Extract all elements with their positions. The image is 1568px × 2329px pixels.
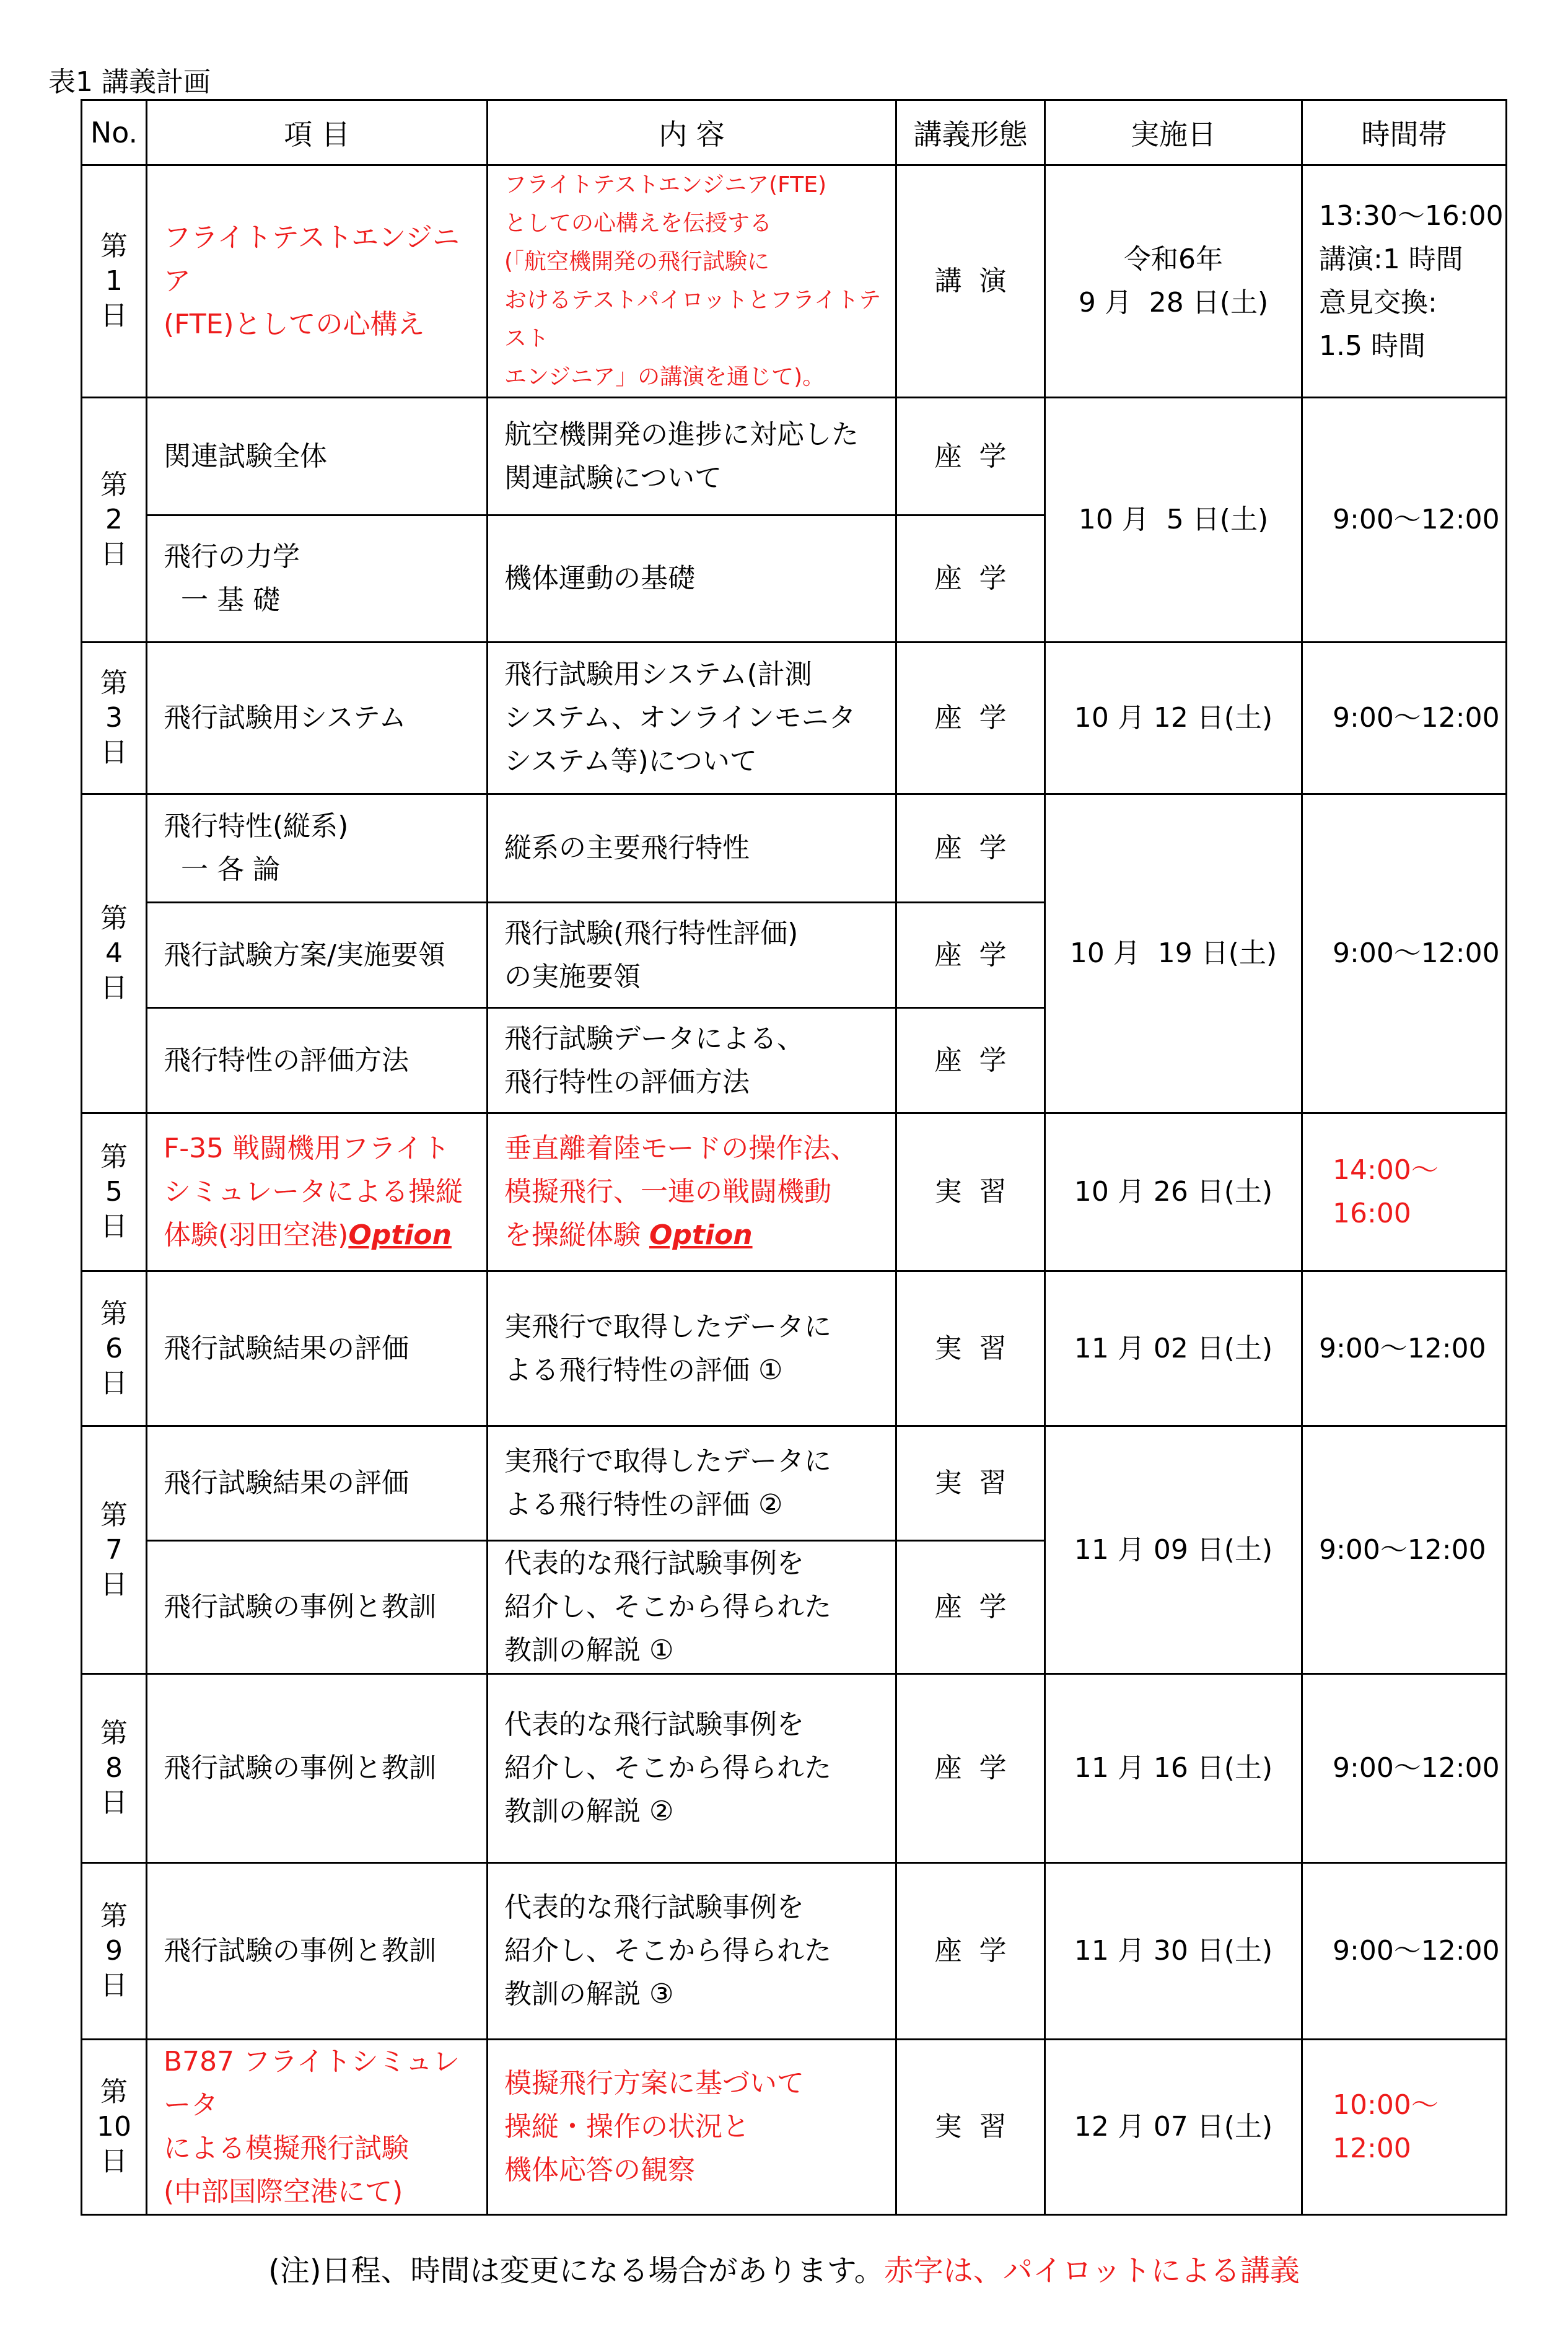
- item-cell: B787 フライトシミュレータ による模擬飛行試験 (中部国際空港にて): [147, 2040, 488, 2215]
- form-cell: 座学: [896, 1863, 1045, 2040]
- content-cell: 縦系の主要飛行特性: [488, 794, 896, 903]
- table-row: [82, 165, 1507, 398]
- content-cell: 実飛行で取得したデータに よる飛行特性の評価 ②: [488, 1426, 896, 1541]
- time-cell: 9:00〜12:00: [1302, 794, 1507, 1113]
- option-tag: Option: [348, 1219, 452, 1251]
- date-cell: 11 月 09 日(土): [1045, 1426, 1302, 1674]
- form-cell: 座学: [896, 1541, 1045, 1674]
- table-row: [82, 1426, 1507, 1541]
- day-cell: 第 2 日: [82, 398, 147, 643]
- day-cell: 第 4 日: [82, 794, 147, 1113]
- form-cell: 座学: [896, 1008, 1045, 1113]
- day-cell: 第 3 日: [82, 643, 147, 794]
- form-cell: 実習: [896, 1426, 1045, 1541]
- header-date: 実施日: [1045, 100, 1302, 165]
- day-cell: 第 10 日: [82, 2040, 147, 2215]
- item-cell: 飛行特性の評価方法: [147, 1008, 488, 1113]
- header-time: 時間帯: [1302, 100, 1507, 165]
- table-row: [82, 2040, 1507, 2215]
- form-cell: 座学: [896, 515, 1045, 643]
- footnote-red: 赤字は、パイロットによる講義: [883, 2253, 1300, 2288]
- day-cell: 第 1 日: [82, 165, 147, 398]
- header-content: 内 容: [488, 100, 896, 165]
- table-row: [82, 398, 1507, 515]
- content-cell: 代表的な飛行試験事例を 紹介し、そこから得られた 教訓の解説 ①: [488, 1541, 896, 1674]
- date-cell: 10 月 12 日(土): [1045, 643, 1302, 794]
- content-cell: 飛行試験用システム(計測 システム、オンラインモニタ システム等)について: [488, 643, 896, 794]
- time-cell: 9:00〜12:00: [1302, 1674, 1507, 1863]
- item-cell: 飛行試験結果の評価: [147, 1271, 488, 1426]
- form-cell: 実習: [896, 1113, 1045, 1271]
- item-cell: 飛行の力学 一 基 礎: [147, 515, 488, 643]
- content-text: 垂直離着陸モードの操作法、 模擬飛行、一連の戦闘機動 を操縦体験: [504, 1133, 858, 1251]
- time-cell: 9:00〜12:00: [1302, 643, 1507, 794]
- time-cell: 9:00〜12:00: [1302, 1426, 1507, 1674]
- date-cell: 11 月 16 日(土): [1045, 1674, 1302, 1863]
- time-cell: 13:30〜16:00 講演:1 時間 意見交換: 1.5 時間: [1302, 165, 1507, 398]
- content-cell: 飛行試験データによる、 飛行特性の評価方法: [488, 1008, 896, 1113]
- form-cell: 座学: [896, 1674, 1045, 1863]
- item-cell: 飛行試験用システム: [147, 643, 488, 794]
- content-cell: フライトテストエンジニア(FTE) としての心構えを伝授する (「航空機開発の飛行試験に おけるテストパイロットとフライトテスト エンジニア」の講演を通じて)。: [488, 165, 896, 398]
- header-row: [82, 100, 1507, 165]
- day-cell: 第 5 日: [82, 1113, 147, 1271]
- form-cell: 座学: [896, 794, 1045, 903]
- date-cell: 11 月 30 日(土): [1045, 1863, 1302, 2040]
- table-row: [82, 1271, 1507, 1426]
- header-item: 項 目: [147, 100, 488, 165]
- item-cell: 飛行試験の事例と教訓: [147, 1541, 488, 1674]
- time-cell: 14:00〜16:00: [1302, 1113, 1507, 1271]
- form-cell: 座学: [896, 903, 1045, 1008]
- time-cell: 10:00〜12:00: [1302, 2040, 1507, 2215]
- date-cell: 10 月 19 日(土): [1045, 794, 1302, 1113]
- date-cell: 12 月 07 日(土): [1045, 2040, 1302, 2215]
- date-cell: 11 月 02 日(土): [1045, 1271, 1302, 1426]
- date-cell: 10 月 26 日(土): [1045, 1113, 1302, 1271]
- day-cell: 第 9 日: [82, 1863, 147, 2040]
- date-cell: 10 月 5 日(土): [1045, 398, 1302, 643]
- day-cell: 第 6 日: [82, 1271, 147, 1426]
- time-cell: 9:00〜12:00: [1302, 1863, 1507, 2040]
- item-cell: 飛行特性(縦系) 一 各 論: [147, 794, 488, 903]
- form-cell: 座学: [896, 643, 1045, 794]
- content-cell: 代表的な飛行試験事例を 紹介し、そこから得られた 教訓の解説 ②: [488, 1674, 896, 1863]
- table-row: [82, 794, 1507, 903]
- item-cell: 飛行試験方案/実施要領: [147, 903, 488, 1008]
- content-cell: 実飛行で取得したデータに よる飛行特性の評価 ①: [488, 1271, 896, 1426]
- footnote: [0, 2247, 1568, 2289]
- form-cell: 実習: [896, 1271, 1045, 1426]
- date-cell: 令和6年 9 月 28 日(土): [1045, 165, 1302, 398]
- content-cell: [488, 1113, 896, 1271]
- content-cell: 代表的な飛行試験事例を 紹介し、そこから得られた 教訓の解説 ③: [488, 1863, 896, 2040]
- content-cell: 模擬飛行方案に基づいて 操縦・操作の状況と 機体応答の観察: [488, 2040, 896, 2215]
- item-cell: 飛行試験の事例と教訓: [147, 1863, 488, 2040]
- form-cell: 座学: [896, 398, 1045, 515]
- item-cell: 飛行試験の事例と教訓: [147, 1674, 488, 1863]
- item-cell: 飛行試験結果の評価: [147, 1426, 488, 1541]
- item-text: F-35 戦闘機用フライト シミュレータによる操縦 体験(羽田空港): [164, 1133, 463, 1251]
- option-tag: Option: [649, 1219, 753, 1251]
- content-cell: 飛行試験(飛行特性評価) の実施要領: [488, 903, 896, 1008]
- item-cell: フライトテストエンジニア (FTE)としての心構え: [147, 165, 488, 398]
- day-cell: 第 7 日: [82, 1426, 147, 1674]
- footnote-black: (注)日程、時間は変更になる場合があります。: [268, 2253, 884, 2288]
- form-cell: 実習: [896, 2040, 1045, 2215]
- day-cell: 第 8 日: [82, 1674, 147, 1863]
- table-row: [82, 1113, 1507, 1271]
- table-row: [82, 643, 1507, 794]
- time-cell: 9:00〜12:00: [1302, 398, 1507, 643]
- header-form: 講義形態: [896, 100, 1045, 165]
- item-cell: 関連試験全体: [147, 398, 488, 515]
- table-row: [82, 1674, 1507, 1863]
- item-cell: [147, 1113, 488, 1271]
- content-cell: 機体運動の基礎: [488, 515, 896, 643]
- header-no: No.: [82, 100, 147, 165]
- lecture-schedule-table: [81, 99, 1507, 2216]
- form-cell: 講演: [896, 165, 1045, 398]
- table-caption: 表1 講義計画: [48, 66, 211, 98]
- content-cell: 航空機開発の進捗に対応した 関連試験について: [488, 398, 896, 515]
- table-row: [82, 1863, 1507, 2040]
- time-cell: 9:00〜12:00: [1302, 1271, 1507, 1426]
